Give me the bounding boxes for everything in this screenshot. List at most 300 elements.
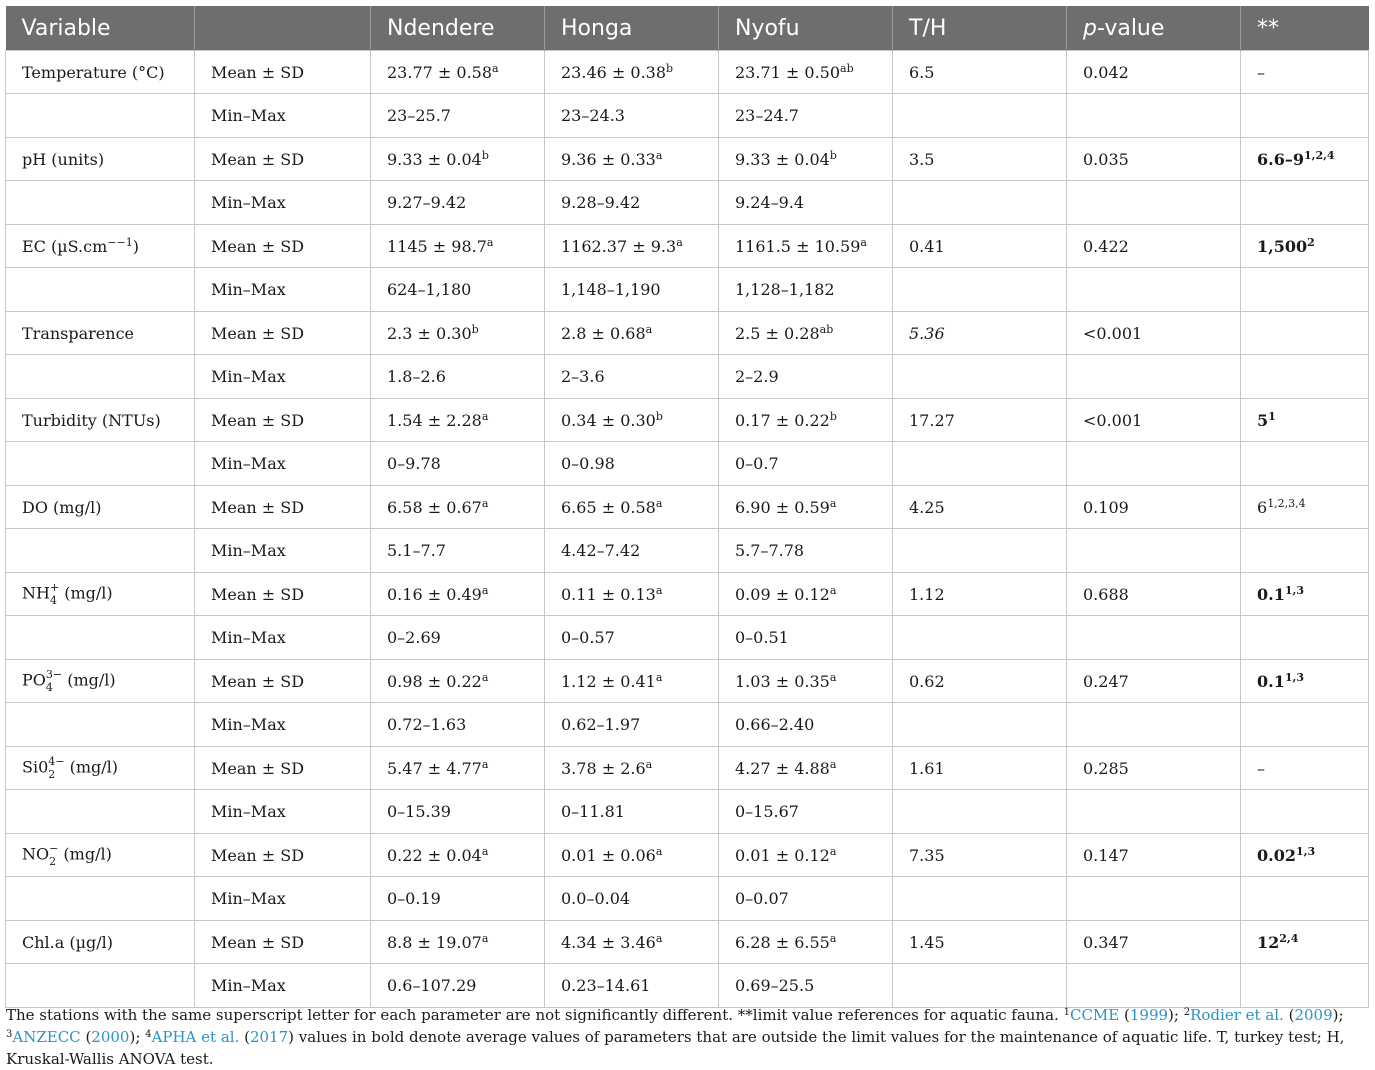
mean-value: 0.01 ± 0.06 xyxy=(561,845,656,865)
variable-cell xyxy=(6,573,195,616)
mean-nyofu xyxy=(719,834,893,877)
stat-label: Mean ± SD xyxy=(211,149,305,169)
p-empty xyxy=(1067,442,1241,486)
th-empty xyxy=(893,790,1067,834)
stat-label: Mean ± SD xyxy=(211,62,305,82)
th-empty xyxy=(893,94,1067,138)
minmax-value: 0.66–2.40 xyxy=(735,715,815,734)
limit-reference: 1,3 xyxy=(1284,670,1304,684)
limit-empty xyxy=(1241,442,1369,486)
mean-nyofu xyxy=(719,486,893,529)
mean-value: 0.98 ± 0.22 xyxy=(387,671,482,691)
minmax-value: 23–24.3 xyxy=(561,106,625,125)
minmax-value: 2–3.6 xyxy=(561,367,605,386)
stat-label-minmax xyxy=(195,703,371,747)
mean-value: 0.11 ± 0.13 xyxy=(561,584,656,604)
mean-honga xyxy=(545,921,719,964)
significance-letter: a xyxy=(655,148,663,162)
limit-text: 0.1 xyxy=(1257,671,1285,691)
mean-nyofu xyxy=(719,660,893,703)
variable-unit: (mg/l) xyxy=(64,757,118,777)
minmax-nyofu xyxy=(719,964,893,1008)
table-row-minmax xyxy=(6,94,1369,138)
variable-cell xyxy=(6,921,195,964)
stat-label-minmax xyxy=(195,529,371,573)
th-statistic xyxy=(893,834,1067,877)
significance-letter: a xyxy=(655,931,663,945)
significance-letter: a xyxy=(655,583,663,597)
mean-value: 9.33 ± 0.04 xyxy=(387,149,482,169)
table-row-minmax xyxy=(6,703,1369,747)
limit-value xyxy=(1241,921,1369,964)
p-value xyxy=(1067,573,1241,616)
stat-label-minmax xyxy=(195,94,371,138)
minmax-value: 0–15.67 xyxy=(735,802,799,821)
variable-cell xyxy=(6,312,195,355)
mean-value: 4.34 ± 3.46 xyxy=(561,932,656,952)
p-value xyxy=(1067,138,1241,181)
th-value: 7.35 xyxy=(909,845,945,865)
stat-label: Min–Max xyxy=(211,193,286,212)
limit-text: – xyxy=(1257,62,1265,82)
stat-label-mean xyxy=(195,51,371,94)
p-value xyxy=(1067,399,1241,442)
table-row-minmax xyxy=(6,964,1369,1008)
variable-superscript: 4− xyxy=(48,755,65,768)
th-empty xyxy=(893,268,1067,312)
minmax-nyofu xyxy=(719,355,893,399)
variable-cell-empty xyxy=(6,94,195,138)
p-empty xyxy=(1067,790,1241,834)
significance-letter: a xyxy=(860,235,867,249)
ref-link-rodier[interactable]: Rodier et al. xyxy=(1190,1006,1284,1024)
variable-superscript: −−1 xyxy=(107,235,133,249)
col-header-ndendere: Ndendere xyxy=(371,6,545,51)
limit-value xyxy=(1241,660,1369,703)
stat-label: Mean ± SD xyxy=(211,671,305,691)
variable-cell-empty xyxy=(6,529,195,573)
minmax-honga xyxy=(545,181,719,225)
minmax-nyofu xyxy=(719,877,893,921)
limit-empty xyxy=(1241,94,1369,138)
mean-value: 23.71 ± 0.50 xyxy=(735,62,841,82)
p-value-text: 0.688 xyxy=(1083,584,1129,604)
stat-label-mean xyxy=(195,747,371,790)
th-statistic xyxy=(893,51,1067,94)
mean-honga xyxy=(545,399,719,442)
minmax-honga xyxy=(545,616,719,660)
variable-cell-empty xyxy=(6,616,195,660)
minmax-value: 9.24–9.4 xyxy=(735,193,805,212)
p-value-text: 0.109 xyxy=(1083,497,1129,517)
ref-link-anzecc[interactable]: ANZECC xyxy=(12,1028,81,1046)
variable-cell-empty xyxy=(6,355,195,399)
significance-letter: a xyxy=(829,844,837,858)
stat-label-minmax xyxy=(195,268,371,312)
col-header-variable: Variable xyxy=(6,6,195,51)
th-value: 1.45 xyxy=(909,932,945,952)
p-empty xyxy=(1067,181,1241,225)
limit-empty xyxy=(1241,529,1369,573)
minmax-ndendere xyxy=(371,181,545,225)
th-value: 0.41 xyxy=(909,236,945,256)
variable-name: Transparence xyxy=(22,323,135,343)
significance-letter: b xyxy=(666,61,674,75)
th-statistic xyxy=(893,225,1067,268)
mean-value: 4.27 ± 4.88 xyxy=(735,758,830,778)
mean-value: 1162.37 ± 9.3 xyxy=(561,236,677,256)
mean-value: 9.33 ± 0.04 xyxy=(735,149,830,169)
minmax-value: 0.6–107.29 xyxy=(387,976,477,995)
table-row-minmax xyxy=(6,529,1369,573)
col-header-th: T/H xyxy=(893,6,1067,51)
minmax-ndendere xyxy=(371,442,545,486)
variable-subscript: 2 xyxy=(48,768,56,781)
col-header-pvalue: p-value xyxy=(1067,6,1241,51)
minmax-honga xyxy=(545,94,719,138)
variable-subsup xyxy=(46,669,62,693)
mean-value: 0.01 ± 0.12 xyxy=(735,845,830,865)
variable-cell-empty xyxy=(6,790,195,834)
th-value: 5.36 xyxy=(909,323,945,343)
p-value-text: 0.285 xyxy=(1083,758,1129,778)
mean-value: 1161.5 ± 10.59 xyxy=(735,236,861,256)
limit-text: 6 xyxy=(1257,497,1268,517)
minmax-value: 0–0.7 xyxy=(735,454,779,473)
variable-subsup xyxy=(49,843,58,867)
stat-label-mean xyxy=(195,486,371,529)
minmax-ndendere xyxy=(371,616,545,660)
stat-label: Mean ± SD xyxy=(211,584,305,604)
mean-ndendere xyxy=(371,312,545,355)
p-empty xyxy=(1067,616,1241,660)
stat-label: Mean ± SD xyxy=(211,410,305,430)
stat-label-mean xyxy=(195,138,371,181)
stat-label-minmax xyxy=(195,616,371,660)
limit-empty xyxy=(1241,964,1369,1008)
mean-honga xyxy=(545,747,719,790)
variable-cell xyxy=(6,486,195,529)
p-value-text: 0.422 xyxy=(1083,236,1129,256)
variable-cell xyxy=(6,660,195,703)
stat-label: Mean ± SD xyxy=(211,932,305,952)
table-row-mean xyxy=(6,921,1369,964)
mean-value: 2.3 ± 0.30 xyxy=(387,323,472,343)
p-value xyxy=(1067,747,1241,790)
mean-value: 0.22 ± 0.04 xyxy=(387,845,482,865)
table-row-mean xyxy=(6,225,1369,268)
mean-honga xyxy=(545,51,719,94)
limit-text: 0.1 xyxy=(1257,584,1285,604)
minmax-honga xyxy=(545,442,719,486)
mean-value: 6.58 ± 0.67 xyxy=(387,497,482,517)
th-statistic xyxy=(893,573,1067,616)
limit-reference: 1,3 xyxy=(1295,844,1316,858)
mean-value: 1.03 ± 0.35 xyxy=(735,671,830,691)
stat-label-minmax xyxy=(195,877,371,921)
variable-superscript: + xyxy=(49,581,60,594)
minmax-value: 23–25.7 xyxy=(387,106,451,125)
mean-ndendere xyxy=(371,399,545,442)
table-row-minmax xyxy=(6,442,1369,486)
th-statistic xyxy=(893,486,1067,529)
significance-letter: a xyxy=(676,235,683,249)
minmax-honga xyxy=(545,877,719,921)
minmax-value: 0.0–0.04 xyxy=(561,889,631,908)
significance-letter: a xyxy=(655,496,663,510)
stat-label-mean xyxy=(195,834,371,877)
table-row-minmax xyxy=(6,181,1369,225)
table-row-minmax xyxy=(6,355,1369,399)
variable-subscript: 4 xyxy=(45,681,53,694)
limit-empty xyxy=(1241,616,1369,660)
limit-value xyxy=(1241,573,1369,616)
limit-text: 12 xyxy=(1257,932,1280,952)
mean-honga xyxy=(545,225,719,268)
p-value xyxy=(1067,921,1241,964)
significance-letter: a xyxy=(829,583,837,597)
variable-name: NO xyxy=(22,844,50,864)
limit-reference: 1,2,3,4 xyxy=(1267,496,1306,510)
variable-cell xyxy=(6,51,195,94)
minmax-nyofu xyxy=(719,529,893,573)
th-statistic xyxy=(893,399,1067,442)
minmax-value: 1,148–1,190 xyxy=(561,280,661,299)
water-quality-table xyxy=(5,6,1369,1008)
variable-cell xyxy=(6,747,195,790)
stat-label-minmax xyxy=(195,964,371,1008)
minmax-value: 0–15.39 xyxy=(387,802,451,821)
p-empty xyxy=(1067,355,1241,399)
stat-label: Min–Max xyxy=(211,976,286,995)
minmax-value: 0–11.81 xyxy=(561,802,625,821)
significance-letter: ab xyxy=(819,322,834,336)
significance-letter: a xyxy=(481,583,489,597)
mean-nyofu xyxy=(719,573,893,616)
variable-name: Si0 xyxy=(22,757,49,777)
limit-text: 1,500 xyxy=(1257,236,1308,256)
variable-cell xyxy=(6,138,195,181)
stat-label: Min–Max xyxy=(211,280,286,299)
ref-link-apha[interactable]: APHA et al. xyxy=(151,1028,240,1046)
limit-value xyxy=(1241,312,1369,355)
variable-cell xyxy=(6,834,195,877)
limit-value xyxy=(1241,225,1369,268)
header-row xyxy=(6,6,1369,51)
variable-unit: (mg/l) xyxy=(62,670,116,690)
limit-value xyxy=(1241,834,1369,877)
significance-letter: ab xyxy=(840,61,854,75)
stat-label-minmax xyxy=(195,790,371,834)
th-value: 0.62 xyxy=(909,671,945,691)
significance-letter: a xyxy=(481,757,489,771)
limit-value xyxy=(1241,747,1369,790)
minmax-nyofu xyxy=(719,181,893,225)
p-value-text: 0.347 xyxy=(1083,932,1129,952)
minmax-value: 624–1,180 xyxy=(387,280,472,299)
limit-empty xyxy=(1241,181,1369,225)
th-value: 17.27 xyxy=(909,410,955,430)
significance-letter: a xyxy=(645,322,653,336)
mean-value: 6.90 ± 0.59 xyxy=(735,497,830,517)
variable-cell xyxy=(6,399,195,442)
table-body xyxy=(6,51,1369,1008)
stat-label-mean xyxy=(195,921,371,964)
mean-ndendere xyxy=(371,138,545,181)
stat-label: Min–Max xyxy=(211,454,286,473)
minmax-honga xyxy=(545,355,719,399)
table-row-minmax xyxy=(6,616,1369,660)
minmax-nyofu xyxy=(719,94,893,138)
minmax-value: 9.27–9.42 xyxy=(387,193,467,212)
table-row-mean xyxy=(6,399,1369,442)
table-row-minmax xyxy=(6,877,1369,921)
table-row-mean xyxy=(6,138,1369,181)
minmax-value: 5.1–7.7 xyxy=(387,541,446,560)
variable-cell-empty xyxy=(6,268,195,312)
mean-value: 2.8 ± 0.68 xyxy=(561,323,646,343)
p-value xyxy=(1067,486,1241,529)
mean-value: 3.78 ± 2.6 xyxy=(561,758,646,778)
table-row-mean xyxy=(6,834,1369,877)
minmax-nyofu xyxy=(719,268,893,312)
minmax-value: 0–0.07 xyxy=(735,889,789,908)
limit-empty xyxy=(1241,268,1369,312)
table-row-mean xyxy=(6,312,1369,355)
minmax-honga xyxy=(545,790,719,834)
minmax-nyofu xyxy=(719,790,893,834)
p-empty xyxy=(1067,703,1241,747)
mean-value: 1.12 ± 0.41 xyxy=(561,671,656,691)
mean-value: 9.36 ± 0.33 xyxy=(561,149,656,169)
stat-label: Mean ± SD xyxy=(211,758,305,778)
minmax-honga xyxy=(545,529,719,573)
mean-value: 5.47 ± 4.77 xyxy=(387,758,482,778)
mean-honga xyxy=(545,312,719,355)
minmax-nyofu xyxy=(719,442,893,486)
th-empty xyxy=(893,616,1067,660)
minmax-ndendere xyxy=(371,268,545,312)
col-header-stat xyxy=(195,6,371,51)
minmax-value: 5.7–7.78 xyxy=(735,541,805,560)
variable-name: EC (µS.cm xyxy=(22,236,108,256)
limit-empty xyxy=(1241,355,1369,399)
significance-letter: a xyxy=(829,757,837,771)
limit-value xyxy=(1241,51,1369,94)
ref-link-ccme[interactable]: CCME xyxy=(1069,1006,1120,1024)
variable-unit: (mg/l) xyxy=(58,844,112,864)
stat-label-minmax xyxy=(195,355,371,399)
mean-ndendere xyxy=(371,225,545,268)
th-value: 1.12 xyxy=(909,584,945,604)
minmax-value: 0–0.51 xyxy=(735,628,789,647)
mean-value: 23.46 ± 0.38 xyxy=(561,62,667,82)
ref-link-anzecc-year[interactable]: 2000 xyxy=(91,1028,130,1046)
ref-link-rodier-year[interactable]: 2009 xyxy=(1294,1006,1333,1024)
p-value-text: 0.247 xyxy=(1083,671,1129,691)
limit-text: 0.02 xyxy=(1257,845,1296,865)
table-row-mean xyxy=(6,573,1369,616)
th-value: 4.25 xyxy=(909,497,945,517)
variable-name: Chl.a (µg/l) xyxy=(22,932,114,952)
th-statistic xyxy=(893,138,1067,181)
minmax-value: 0–0.57 xyxy=(561,628,615,647)
minmax-value: 4.42–7.42 xyxy=(561,541,641,560)
variable-cell-empty xyxy=(6,442,195,486)
p-value-text: <0.001 xyxy=(1083,323,1143,343)
minmax-value: 0–0.98 xyxy=(561,454,615,473)
minmax-value: 2–2.9 xyxy=(735,367,779,386)
th-empty xyxy=(893,529,1067,573)
minmax-nyofu xyxy=(719,703,893,747)
p-empty xyxy=(1067,529,1241,573)
significance-letter: a xyxy=(655,670,663,684)
stat-label: Min–Max xyxy=(211,802,286,821)
variable-cell xyxy=(6,225,195,268)
minmax-value: 1,128–1,182 xyxy=(735,280,835,299)
significance-letter: a xyxy=(481,844,489,858)
variable-name: NH xyxy=(22,583,50,603)
p-empty xyxy=(1067,268,1241,312)
limit-reference: 2,4 xyxy=(1279,931,1299,945)
ref-link-ccme-year[interactable]: 1999 xyxy=(1129,1006,1169,1024)
mean-value: 23.77 ± 0.58 xyxy=(387,62,493,82)
col-header-limit: ** xyxy=(1241,6,1369,51)
mean-nyofu xyxy=(719,51,893,94)
minmax-value: 9.28–9.42 xyxy=(561,193,641,212)
mean-nyofu xyxy=(719,921,893,964)
table-row-minmax xyxy=(6,268,1369,312)
limit-value xyxy=(1241,138,1369,181)
mean-nyofu xyxy=(719,138,893,181)
ref-link-apha-year[interactable]: 2017 xyxy=(249,1028,289,1046)
mean-ndendere xyxy=(371,834,545,877)
significance-letter: b xyxy=(829,409,837,423)
col-header-nyofu: Nyofu xyxy=(719,6,893,51)
p-value xyxy=(1067,312,1241,355)
significance-letter: a xyxy=(481,670,489,684)
significance-letter: a xyxy=(481,931,489,945)
limit-reference: 1 xyxy=(1268,409,1276,423)
stat-label: Min–Max xyxy=(211,541,286,560)
mean-ndendere xyxy=(371,51,545,94)
limit-text: 5 xyxy=(1257,410,1269,430)
minmax-ndendere xyxy=(371,703,545,747)
mean-nyofu xyxy=(719,312,893,355)
variable-name: pH (units) xyxy=(22,149,105,169)
mean-ndendere xyxy=(371,921,545,964)
mean-nyofu xyxy=(719,399,893,442)
mean-honga xyxy=(545,138,719,181)
mean-value: 1145 ± 98.7 xyxy=(387,236,487,256)
minmax-value: 23–24.7 xyxy=(735,106,799,125)
p-value-text: <0.001 xyxy=(1083,410,1143,430)
minmax-value: 0.23–14.61 xyxy=(561,976,651,995)
mean-honga xyxy=(545,660,719,703)
stat-label-minmax xyxy=(195,181,371,225)
stat-label: Mean ± SD xyxy=(211,497,305,517)
stat-label-mean xyxy=(195,399,371,442)
limit-reference: 2 xyxy=(1307,235,1315,249)
minmax-nyofu xyxy=(719,616,893,660)
variable-unit: ) xyxy=(132,236,139,256)
p-empty xyxy=(1067,94,1241,138)
variable-cell-empty xyxy=(6,964,195,1008)
minmax-value: 0.72–1.63 xyxy=(387,715,467,734)
data-table-container xyxy=(5,6,1368,1008)
table-row-mean xyxy=(6,486,1369,529)
limit-text: – xyxy=(1257,758,1265,778)
